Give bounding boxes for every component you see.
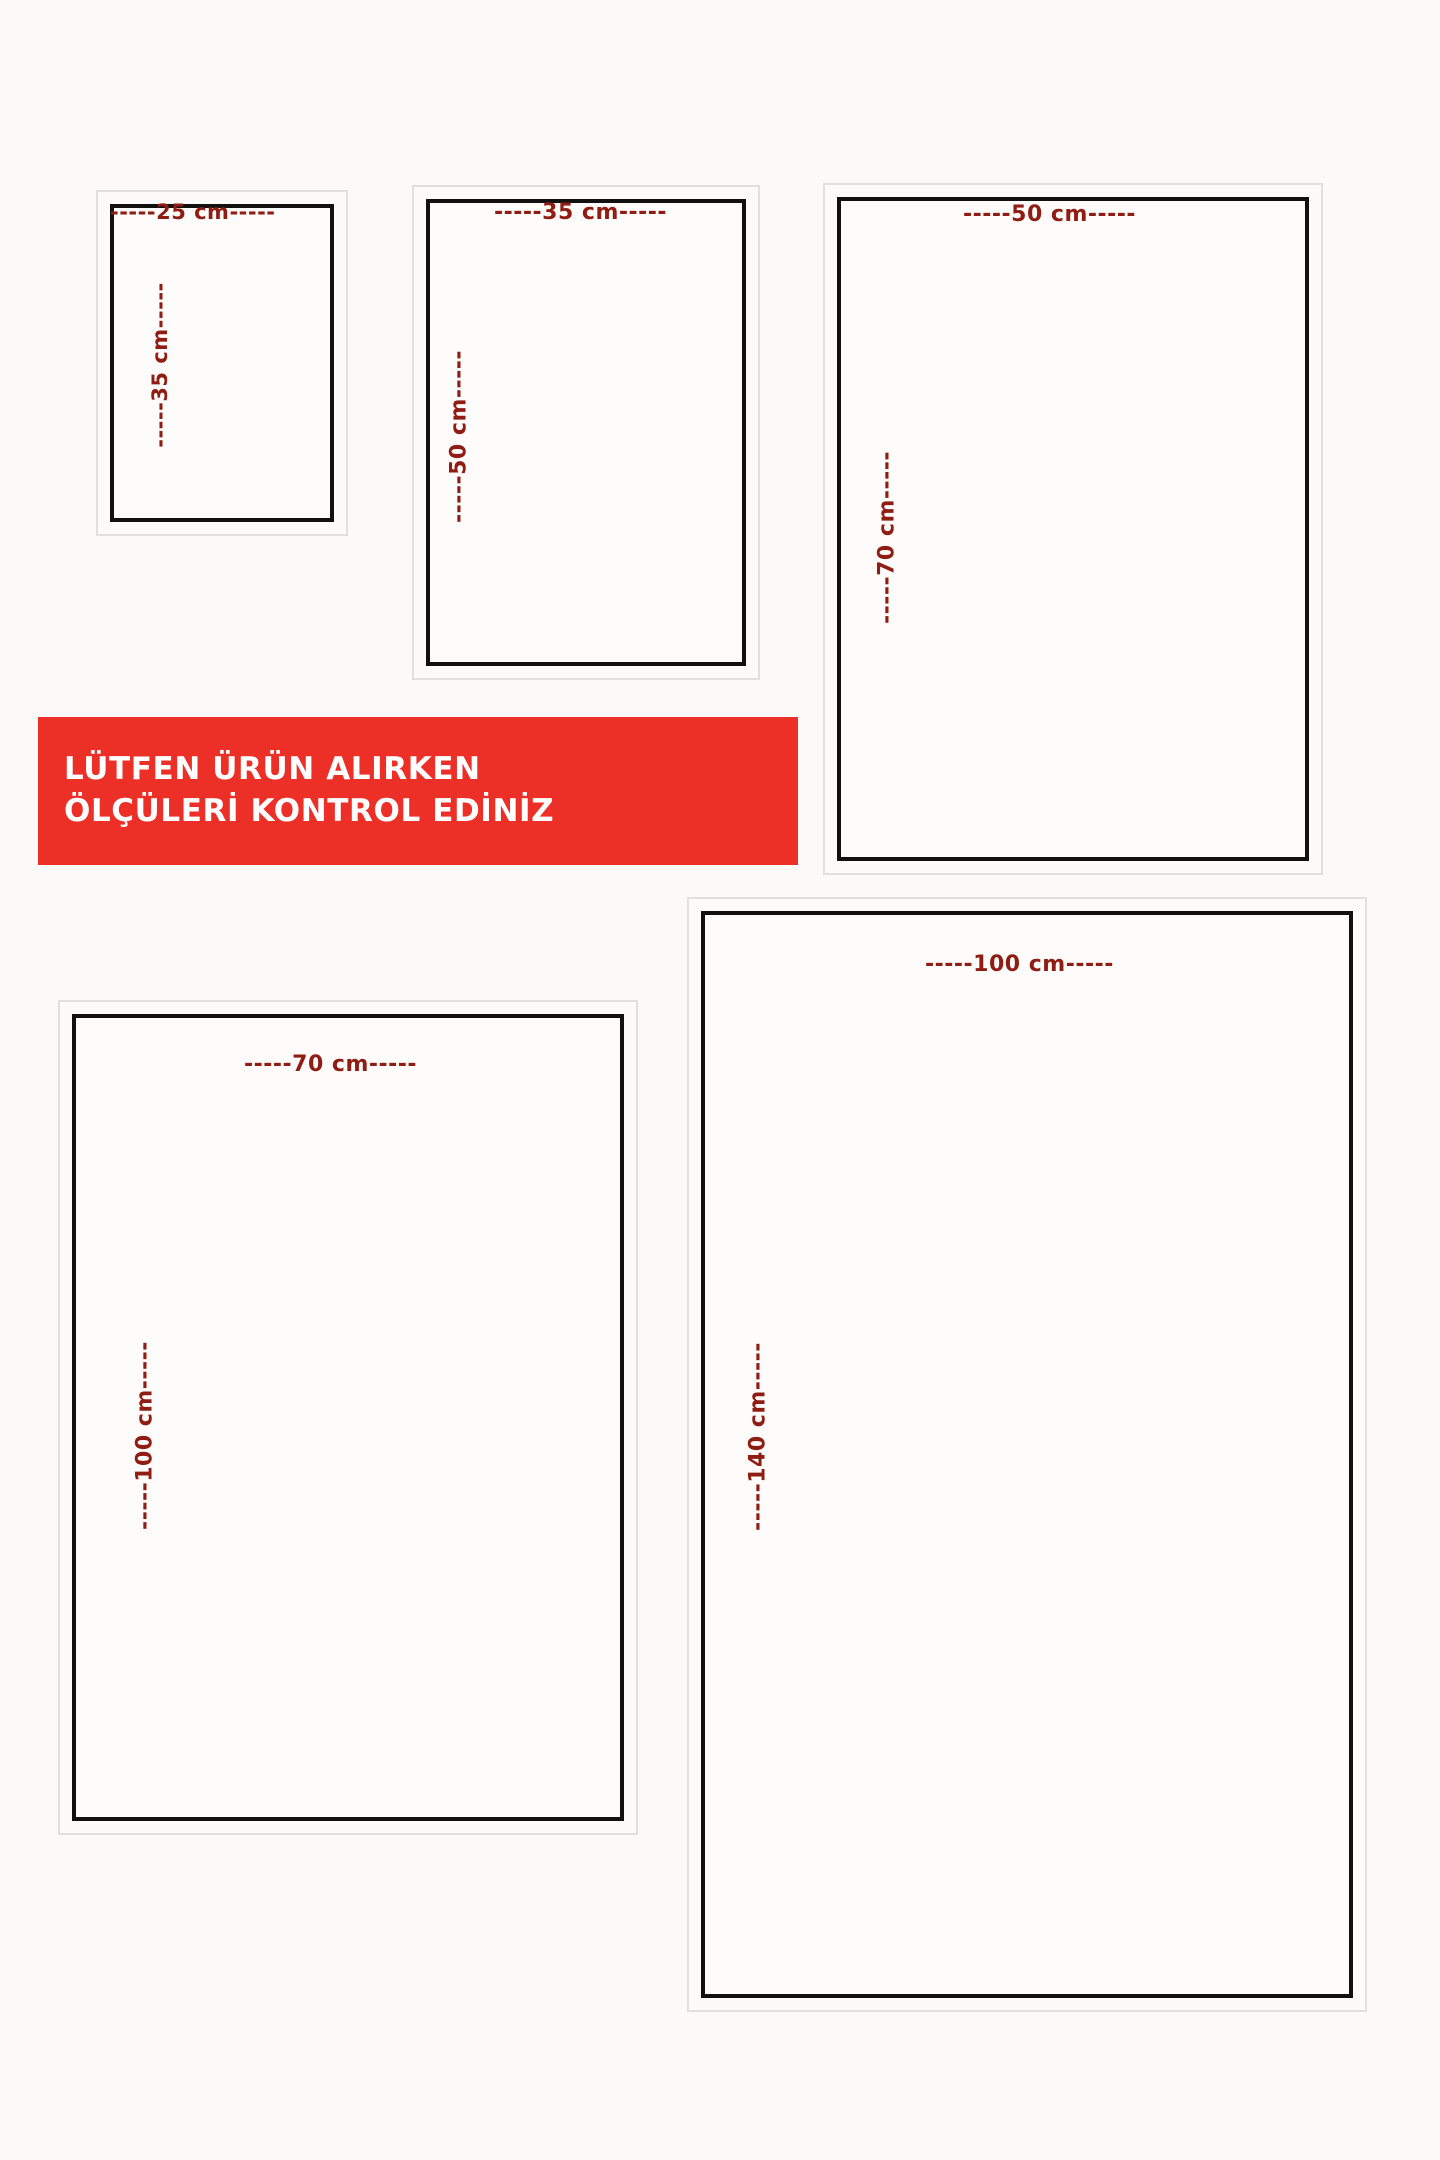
dim-35x50-width: -----35 cm----- [494, 200, 668, 225]
dim-70x100-width: -----70 cm----- [244, 1052, 418, 1077]
notice-banner [38, 717, 798, 865]
dim-25x35-width: -----25 cm----- [110, 200, 276, 224]
frame-100x140 [687, 897, 1367, 2012]
dim-100x140-width: -----100 cm----- [925, 952, 1114, 977]
dim-50x70-height: -----70 cm----- [874, 450, 900, 625]
frame-25x35-inner [110, 204, 334, 522]
dim-50x70-width: -----50 cm----- [963, 202, 1137, 227]
frame-100x140-inner [701, 911, 1353, 1998]
dim-25x35-height: -----35 cm----- [148, 282, 172, 448]
frame-50x70-inner [837, 197, 1309, 861]
dim-70x100-height: -----100 cm----- [132, 1341, 158, 1530]
notice-line-1: LÜTFEN ÜRÜN ALIRKEN [64, 751, 481, 788]
frame-25x35 [96, 190, 348, 536]
frame-35x50-inner [426, 199, 746, 666]
notice-line-2: ÖLÇÜLERİ KONTROL EDİNİZ [64, 793, 555, 829]
dim-100x140-height: -----140 cm----- [745, 1342, 771, 1531]
dim-35x50-height: -----50 cm----- [446, 349, 472, 524]
